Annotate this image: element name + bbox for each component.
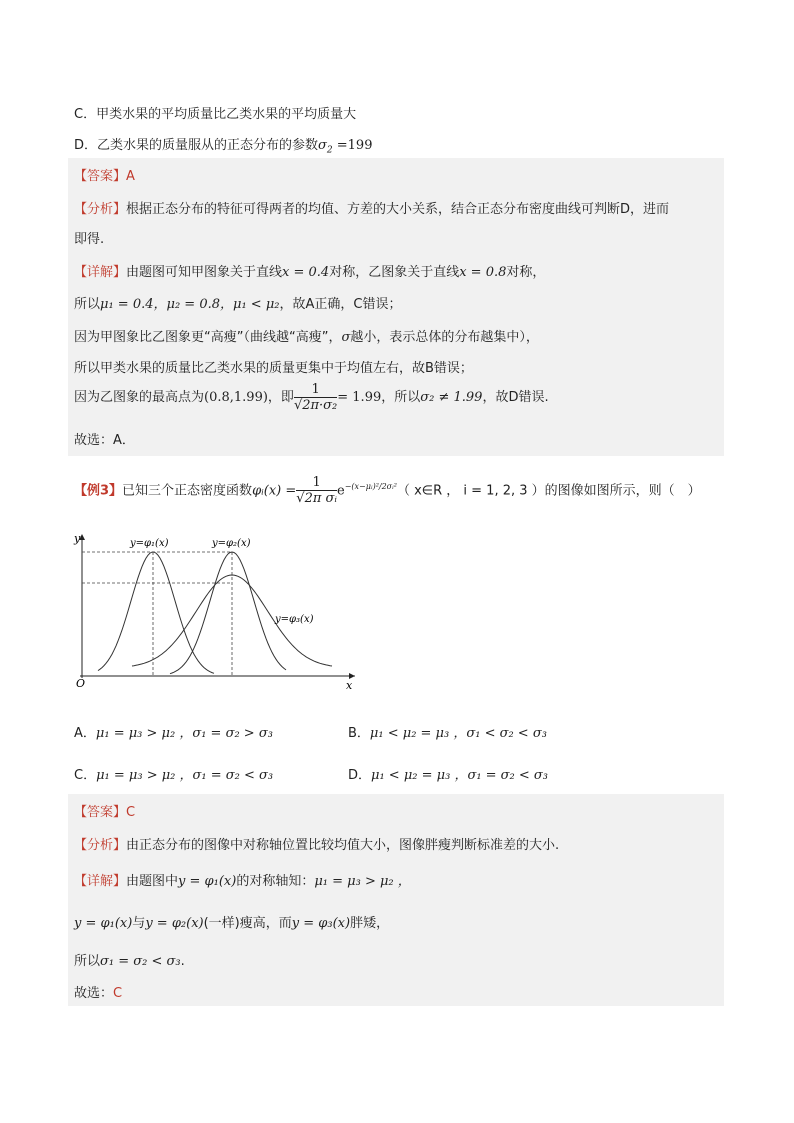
fraction-den: √2π·σ₂ [293, 398, 338, 413]
detail-line-2-1 [74, 870, 411, 889]
answer-line-2 [74, 801, 135, 820]
curve-label-1: y=φ₁(x) [130, 538, 169, 549]
detail-text: 因为乙图象的最高点为 [74, 390, 205, 405]
detail-text: 与 [132, 916, 146, 931]
math-x08: x = 0.8 [459, 265, 507, 280]
detail-line-5 [74, 382, 549, 413]
analysis-tag: 【分析】 [74, 838, 127, 853]
solution-block-2 [68, 794, 724, 1006]
detail-line-2-3 [74, 950, 185, 969]
detail-text: ，故D错误. [482, 390, 549, 405]
option-formula: μ₁ = μ₃ > μ₂ ，σ₁ = σ₂ < σ₃ [96, 768, 274, 783]
answer-tag: 【答案】 [74, 805, 127, 820]
math-x04: x = 0.4 [282, 265, 330, 280]
final-value: C [113, 986, 123, 1001]
option-b [348, 722, 547, 741]
example-tag: 【例3】 [74, 483, 123, 499]
detail-line-1 [74, 261, 545, 280]
curve-label-3: y=φ₃(x) [275, 614, 314, 625]
option-formula: μ₁ < μ₂ = μ₃ ，σ₁ = σ₂ < σ₃ [371, 768, 549, 783]
stem-cond: （ x∈R ， i = 1, 2, 3 ）的图像如图所示，则（ ） [396, 483, 701, 499]
analysis-tag: 【分析】 [74, 202, 127, 217]
stem-func: φᵢ(x) = [252, 483, 297, 499]
analysis-line-2 [74, 834, 559, 853]
curve-label-2: y=φ₂(x) [212, 538, 251, 549]
detail-line-3 [74, 326, 539, 345]
math-eq: = 1.99 [337, 390, 382, 405]
option-tag: C． [74, 768, 97, 783]
option-tag: D． [348, 768, 372, 783]
detail-line-2-2 [74, 912, 389, 931]
answer-value: C [126, 805, 136, 820]
stem-exp: −(x−μᵢ)²/2σᵢ² [344, 482, 397, 491]
stem-text: 已知三个正态密度函数 [122, 483, 253, 499]
math-sigma: σ₁ = σ₂ < σ₃ [100, 954, 181, 969]
math-neq: σ₂ ≠ 1.99 [420, 390, 483, 405]
fraction [294, 382, 337, 413]
math-sigma: σ [341, 330, 351, 345]
detail-line-2 [74, 293, 401, 312]
analysis-line-1 [74, 198, 669, 217]
y-axis-label: y [74, 532, 81, 545]
curve-phi1 [98, 552, 214, 673]
detail-line-4: 所以甲类水果的质量比乙类水果的质量更集中于均值左右，故B错误； [74, 361, 473, 376]
option-d-text: D．乙类水果的质量服从的正态分布的参数 [74, 138, 319, 153]
detail-text: ，故A正确，C错误； [279, 297, 402, 312]
option-d [348, 764, 548, 783]
answer-value: A [126, 169, 135, 184]
option-formula: μ₁ = μ₃ > μ₂ ，σ₁ = σ₂ > σ₃ [95, 726, 273, 741]
detail-text: 对称，乙图象关于直线 [329, 265, 460, 280]
stem-e: e [337, 483, 345, 499]
option-d-prev: D．乙类水果的质量服从的正态分布的参数$\sigma_2 =199$ [74, 138, 373, 156]
analysis-text: 根据正态分布的特征可得两者的均值、方差的大小关系，结合正态分布密度曲线可判断D，进而 [126, 202, 670, 217]
detail-tag: 【详解】 [74, 874, 127, 889]
math-point: (0.8,1.99) [204, 390, 268, 405]
example-3-stem [74, 470, 701, 508]
detail-text: 因为甲图象比乙图象更“高瘦”（曲线越“高瘦”， [74, 330, 342, 345]
option-tag: A． [74, 726, 96, 741]
fraction-den: √2π σᵢ [296, 491, 338, 507]
final-answer-1: 故选：A． [74, 433, 135, 448]
detail-text: (一样)瘦高，而 [203, 916, 292, 931]
answer-line-1 [74, 165, 135, 184]
option-a [74, 722, 273, 741]
stem-fraction [296, 475, 337, 506]
detail-text: . [180, 954, 185, 969]
detail-text: 由题图可知甲图象关于直线 [126, 265, 283, 280]
option-c [74, 764, 273, 783]
math-func: y = φ₃(x) [291, 916, 351, 931]
analysis-text: 由正态分布的图像中对称轴位置比较均值大小，图像胖瘦判断标准差的大小. [126, 838, 560, 853]
detail-text: 所以 [74, 297, 101, 312]
origin-label: O [76, 677, 86, 690]
detail-tag: 【详解】 [74, 265, 127, 280]
detail-text: 越小，表示总体的分布越集中）， [350, 330, 539, 345]
option-tag: B． [348, 726, 370, 741]
detail-text: 胖矮， [350, 916, 390, 931]
option-c-prev: C．甲类水果的平均质量比乙类水果的平均质量大 [74, 107, 357, 122]
fraction-num: 1 [296, 475, 337, 491]
answer-tag: 【答案】 [74, 169, 127, 184]
fraction-num: 1 [294, 382, 337, 398]
detail-text: ，即 [267, 390, 294, 405]
final-answer-2 [74, 982, 122, 1001]
detail-text: 的对称轴知： [236, 874, 315, 889]
detail-text: 所以 [74, 954, 101, 969]
final-tag: 故选： [74, 986, 114, 1001]
math-func: y = φ₂(x) [145, 916, 204, 931]
math-func: y = φ₁(x) [178, 874, 237, 889]
math-mu: μ₁ = μ₃ > μ₂ ， [314, 874, 411, 889]
analysis-text-2: 即得. [74, 232, 105, 247]
x-axis-label: x [346, 679, 353, 692]
detail-text: 由题图中 [126, 874, 179, 889]
math-mu: μ₁ = 0.4，μ₂ = 0.8，μ₁ < μ₂ [100, 297, 280, 312]
detail-text: 对称， [506, 265, 546, 280]
normal-curves-graph [70, 530, 360, 692]
option-d-eq: =199 [332, 138, 373, 153]
math-func: y = φ₁(x) [74, 916, 133, 931]
detail-text: ，所以 [381, 390, 421, 405]
option-formula: μ₁ < μ₂ = μ₃ ，σ₁ < σ₂ < σ₃ [369, 726, 547, 741]
